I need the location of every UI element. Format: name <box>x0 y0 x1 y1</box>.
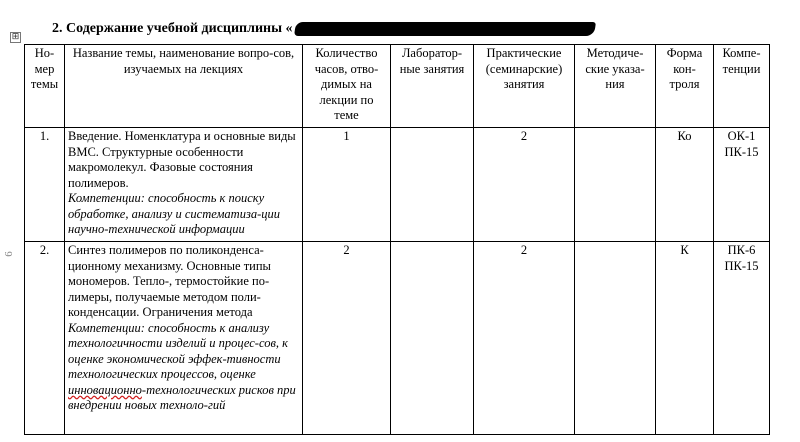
curriculum-table <box>24 44 770 435</box>
row-topic-competences <box>68 321 299 414</box>
header-lab: Лаборатор-ные занятия <box>391 45 474 128</box>
row-competences <box>714 242 770 435</box>
row-practical: 2 <box>474 128 575 242</box>
header-practical: Практические (семинарские) занятия <box>474 45 575 128</box>
row-topic <box>65 128 303 242</box>
competence-code: ОК-1 <box>727 129 756 143</box>
spellcheck-flagged-word[interactable]: инновационно <box>68 382 142 397</box>
row-topic-competences: Компетенции: способность к поиску обработке, анализу и систематиза-ции научно-технической информации <box>68 191 280 236</box>
row-lecture-hours: 1 <box>303 128 391 242</box>
row-topic-title: Синтез полимеров по поликонденса-ционному механизму. Основные типы мономеров. Тепло-, термостойкие по-лимеры, получаемые методом поли-конденсации. Ограничения метода <box>68 243 271 319</box>
row-control: Ко <box>656 128 714 242</box>
section-heading <box>52 20 595 38</box>
row-practical: 2 <box>474 242 575 435</box>
competences-text-part: -технологических рисков при внедрении новых техноло-гий <box>68 382 296 412</box>
header-lecture-hours: Количество часов, отво-димых на лекции по теме <box>303 45 391 128</box>
redacted-course-name <box>294 22 596 36</box>
table-row <box>25 128 770 242</box>
row-number: 2. <box>25 242 65 435</box>
row-lab <box>391 128 474 242</box>
table-move-handle-icon[interactable]: ⊞ <box>11 32 20 42</box>
row-lecture-hours: 2 <box>303 242 391 435</box>
row-number: 1. <box>25 128 65 242</box>
competence-code: ПК-6 <box>727 243 756 257</box>
competences-text-part: Компетенции: способность к анализу технологичности изделий и процес-сов, к оценке экономической эффек-тивности технологических процессов, оценке <box>68 320 288 381</box>
table-header-row <box>25 45 770 128</box>
header-topic-name: Название темы, наименование вопро-сов, изучаемых на лекциях <box>65 45 303 128</box>
header-control: Форма кон-троля <box>656 45 714 128</box>
row-method <box>575 128 656 242</box>
row-method <box>575 242 656 435</box>
header-competences: Компе-тенции <box>714 45 770 128</box>
header-topic-number: Но-мер темы <box>25 45 65 128</box>
competence-code: ПК-15 <box>724 258 759 273</box>
section-heading-text: 2. Содержание учебной дисциплины « <box>52 21 293 36</box>
competence-code: ПК-15 <box>724 144 759 159</box>
row-competences <box>714 128 770 242</box>
row-topic-title: Введение. Номенклатура и основные виды ВМС. Структурные особенности макромолекул. Фазовые состояния полимеров. <box>68 129 296 190</box>
row-topic <box>65 242 303 435</box>
header-method: Методиче-ские указа-ния <box>575 45 656 128</box>
row-lab <box>391 242 474 435</box>
row-control: К <box>656 242 714 435</box>
table-row <box>25 242 770 435</box>
page-number-marker: 6 <box>2 251 15 257</box>
